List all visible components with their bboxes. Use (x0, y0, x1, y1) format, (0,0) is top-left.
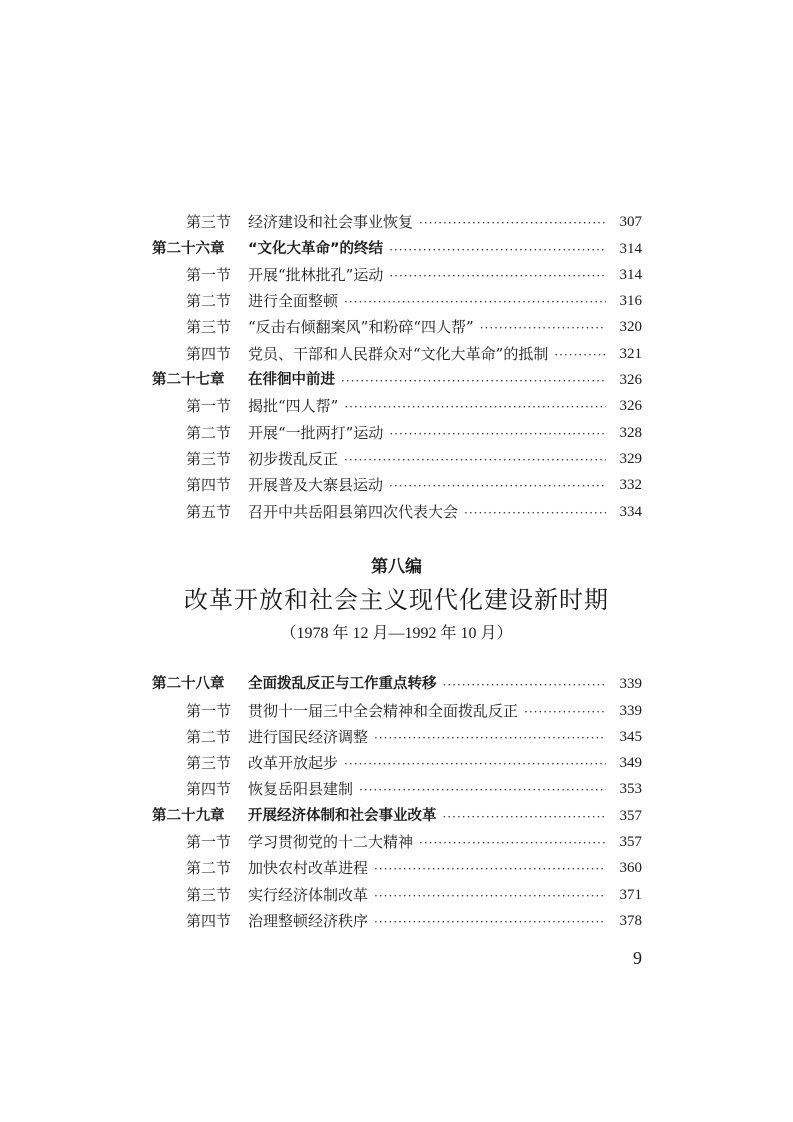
entry-label: 第二十九章 (152, 807, 225, 824)
entry-page: 360 (619, 860, 642, 877)
toc-entry (152, 495, 642, 521)
entry-page: 371 (619, 886, 642, 903)
leader-dots (480, 319, 606, 337)
leader-dots (374, 913, 606, 931)
entry-label: 第一节 (186, 265, 232, 284)
entry-page: 357 (619, 807, 642, 824)
entry-title: 全面拨乱反正与工作重点转移 (248, 676, 437, 693)
leader-dots (359, 781, 606, 799)
entry-page: 334 (619, 503, 642, 520)
leader-dots (344, 293, 606, 311)
entry-label: 第二节 (186, 292, 232, 311)
entry-title: 加快农村改革进程 (248, 859, 369, 878)
toc-entry (152, 668, 642, 694)
toc-entry (152, 694, 642, 720)
entry-page: 378 (619, 912, 642, 929)
entry-title: 经济建设和社会事业恢复 (248, 213, 414, 232)
leader-dots (374, 729, 606, 747)
entry-label: 第四节 (186, 780, 232, 799)
leader-dots (464, 504, 606, 522)
entry-label: 第三节 (186, 449, 232, 468)
entry-title: 改革开放起步 (248, 754, 339, 773)
entry-title: 实行经济体制改革 (248, 885, 369, 904)
entry-page: 307 (619, 214, 642, 231)
entry-page: 326 (619, 398, 642, 415)
entry-label: 第一节 (186, 397, 232, 416)
entry-title: 初步拨乱反正 (248, 449, 339, 468)
entry-page: 329 (619, 450, 642, 467)
entry-page: 314 (619, 266, 642, 283)
entry-title: 恢复岳阳县建制 (248, 780, 354, 799)
entry-label: 第三节 (186, 885, 232, 904)
toc-entry (152, 799, 642, 825)
entry-title: 治理整顿经济秩序 (248, 911, 369, 930)
entry-label: 第一节 (186, 833, 232, 852)
entry-page: 328 (619, 424, 642, 441)
toc-entry (152, 443, 642, 469)
entry-title: 学习贯彻党的十二大精神 (248, 833, 414, 852)
leader-dots (389, 241, 606, 259)
page-number: 9 (633, 948, 642, 968)
toc-block-bottom (152, 668, 642, 931)
toc-entry (152, 826, 642, 852)
entry-title: 在徘徊中前进 (248, 372, 335, 389)
toc-entry (152, 416, 642, 442)
leader-dots (344, 398, 606, 416)
leader-dots (344, 451, 606, 469)
leader-dots (341, 372, 606, 390)
leader-dots (389, 477, 606, 495)
entry-page: 357 (619, 834, 642, 851)
entry-title: 进行全面整顿 (248, 292, 339, 311)
toc-entry (152, 747, 642, 773)
entry-label: 第三节 (186, 318, 232, 337)
entry-title: 揭批“四人帮” (248, 397, 339, 416)
entry-label: 第五节 (186, 502, 232, 521)
entry-page: 321 (619, 345, 642, 362)
leader-dots (344, 755, 606, 773)
entry-label: 第二十六章 (152, 240, 225, 257)
toc-block-top (152, 206, 642, 522)
entry-label: 第一节 (186, 701, 232, 720)
toc-entry (152, 311, 642, 337)
leader-dots (524, 703, 606, 721)
entry-title: 召开中共岳阳县第四次代表大会 (248, 502, 459, 521)
toc-entry (152, 285, 642, 311)
leader-dots (389, 425, 606, 443)
entry-page: 339 (619, 702, 642, 719)
entry-title: “反击右倾翻案风”和粉碎“四人帮” (248, 318, 474, 337)
entry-label: 第二十七章 (152, 372, 225, 389)
entry-title: 开展普及大寨县运动 (248, 476, 384, 495)
toc-entry (152, 206, 642, 232)
entry-page: 314 (619, 240, 642, 257)
entry-label: 第三节 (186, 754, 232, 773)
entry-label: 第二节 (186, 859, 232, 878)
entry-label: 第四节 (186, 476, 232, 495)
toc-entry (152, 721, 642, 747)
toc-entry (152, 852, 642, 878)
entry-label: 第三节 (186, 213, 232, 232)
toc-entry (152, 364, 642, 390)
leader-dots (389, 267, 606, 285)
entry-title: 开展“批林批孔”运动 (248, 265, 384, 284)
entry-label: 第二节 (186, 727, 232, 746)
entry-label: 第四节 (186, 344, 232, 363)
entry-page: 353 (619, 781, 642, 798)
entry-page: 349 (619, 755, 642, 772)
entry-page: 332 (619, 477, 642, 494)
leader-dots (554, 346, 606, 364)
leader-dots (374, 860, 606, 878)
entry-title: 进行国民经济调整 (248, 727, 369, 746)
leader-dots (443, 676, 607, 694)
toc-entry (152, 390, 642, 416)
toc-entry (152, 905, 642, 931)
toc-entry (152, 878, 642, 904)
entry-page: 339 (619, 676, 642, 693)
part-label: 第八编 (371, 557, 422, 577)
entry-page: 320 (619, 319, 642, 336)
part-title: 改革开放和社会主义现代化建设新时期 (184, 586, 609, 614)
toc-entry (152, 232, 642, 258)
leader-dots (443, 808, 607, 826)
entry-page: 326 (619, 372, 642, 389)
entry-page: 316 (619, 293, 642, 310)
part-dates: （1978 年 12 月—1992 年 10 月） (280, 625, 513, 642)
leader-dots (419, 214, 606, 232)
entry-title: 党员、干部和人民群众对“文化大革命”的抵制 (248, 344, 549, 363)
entry-title: 开展“一批两打”运动 (248, 423, 384, 442)
toc-entry (152, 337, 642, 363)
entry-label: 第二节 (186, 423, 232, 442)
toc-entry (152, 259, 642, 285)
entry-label: 第二十八章 (152, 676, 225, 693)
toc-entry (152, 469, 642, 495)
entry-title: 贯彻十一届三中全会精神和全面拨乱反正 (248, 701, 519, 720)
leader-dots (374, 887, 606, 905)
entry-title: “文化大革命”的终结 (248, 240, 384, 257)
leader-dots (419, 834, 606, 852)
entry-label: 第四节 (186, 911, 232, 930)
entry-title: 开展经济体制和社会事业改革 (248, 807, 437, 824)
entry-page: 345 (619, 728, 642, 745)
toc-entry (152, 773, 642, 799)
